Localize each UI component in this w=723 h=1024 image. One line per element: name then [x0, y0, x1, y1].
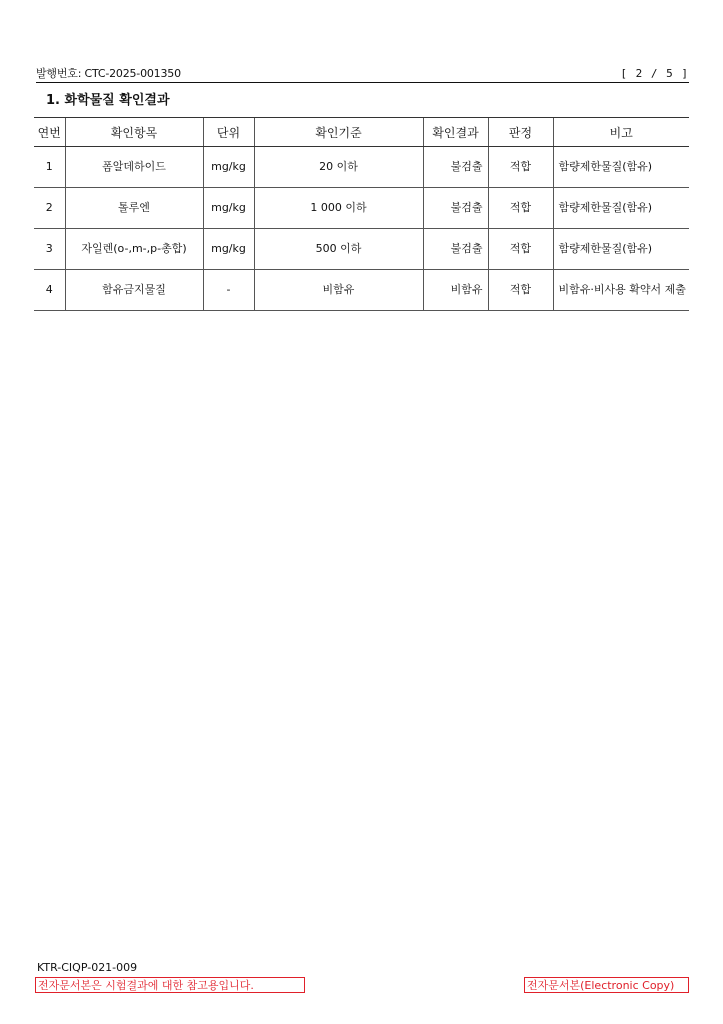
cell-no: 2 [34, 188, 65, 229]
cell-remark: 함량제한물질(함유) [553, 147, 689, 188]
page-indicator: [ 2 / 5 ] [620, 67, 689, 80]
cell-unit: - [203, 270, 254, 311]
cell-item: 폼알데하이드 [65, 147, 203, 188]
cell-remark: 함량제한물질(함유) [553, 188, 689, 229]
cell-remark: 함량제한물질(함유) [553, 229, 689, 270]
cell-item: 함유금지물질 [65, 270, 203, 311]
cell-judgment: 적합 [488, 270, 553, 311]
issue-number: 발행번호: CTC-2025-001350 [36, 67, 181, 80]
column-header-result: 확인결과 [423, 118, 488, 147]
cell-judgment: 적합 [488, 188, 553, 229]
cell-result: 비함유 [423, 270, 488, 311]
column-header-criterion: 확인기준 [254, 118, 423, 147]
cell-judgment: 적합 [488, 147, 553, 188]
cell-result: 불검출 [423, 188, 488, 229]
cell-unit: mg/kg [203, 188, 254, 229]
cell-no: 1 [34, 147, 65, 188]
column-header-remark: 비고 [553, 118, 689, 147]
cell-no: 4 [34, 270, 65, 311]
column-header-unit: 단위 [203, 118, 254, 147]
report-header [36, 66, 689, 83]
table-row [34, 229, 689, 270]
section-title: 1. 화학물질 확인결과 [46, 93, 170, 108]
cell-criterion: 1 000 이하 [254, 188, 423, 229]
table-row [34, 188, 689, 229]
cell-no: 3 [34, 229, 65, 270]
cell-judgment: 적합 [488, 229, 553, 270]
cell-criterion: 500 이하 [254, 229, 423, 270]
cell-criterion: 비함유 [254, 270, 423, 311]
chemical-results-table [34, 117, 689, 311]
cell-criterion: 20 이하 [254, 147, 423, 188]
column-header-no: 연번 [34, 118, 65, 147]
electronic-copy-notice: 전자문서본(Electronic Copy) [524, 977, 689, 993]
reference-notice: 전자문서본은 시험결과에 대한 참고용입니다. [35, 977, 305, 993]
cell-remark: 비함유·비사용 확약서 제출 [553, 270, 689, 311]
column-header-judgment: 판정 [488, 118, 553, 147]
cell-result: 불검출 [423, 229, 488, 270]
column-header-item: 확인항목 [65, 118, 203, 147]
table-header-row [34, 118, 689, 147]
table-row [34, 270, 689, 311]
cell-unit: mg/kg [203, 229, 254, 270]
table-row [34, 147, 689, 188]
cell-unit: mg/kg [203, 147, 254, 188]
cell-result: 불검출 [423, 147, 488, 188]
cell-item: 자일렌(o-,m-,p-총합) [65, 229, 203, 270]
document-code: KTR-CIQP-021-009 [37, 961, 138, 974]
cell-item: 톨루엔 [65, 188, 203, 229]
